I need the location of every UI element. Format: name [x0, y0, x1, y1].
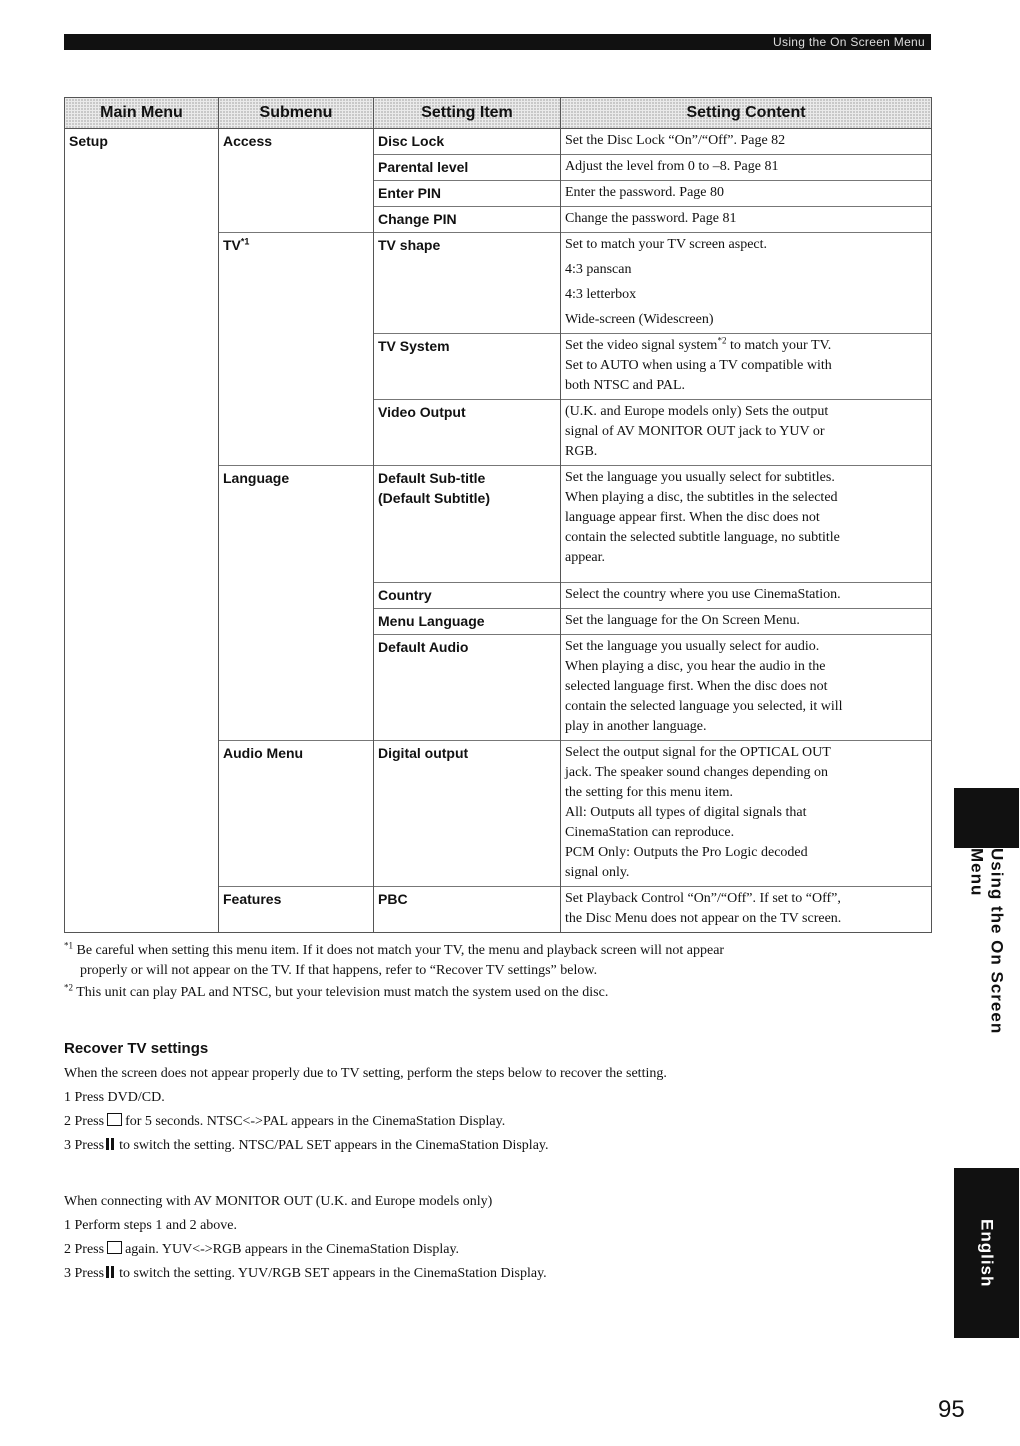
stop-button-icon — [107, 1113, 122, 1126]
content-parental-level: Adjust the level from 0 to –8. Page 81 — [561, 155, 932, 181]
item-disc-lock: Disc Lock — [374, 129, 561, 155]
item-tv-shape: TV shape — [374, 233, 561, 334]
footnote-1: $^{*1}$ Be careful when setting this menu item. If it does not match your TV, the menu and playback screen will not appear — [64, 940, 725, 958]
item-default-subtitle: Default Sub-title (Default Subtitle) — [374, 466, 561, 583]
content-tv-shape-option: Wide-screen (Widescreen) — [561, 308, 932, 334]
header-bar — [64, 34, 931, 50]
content-country: Select the country where you use CinemaStation. — [561, 583, 932, 609]
footnote-2: $^{*2}$ This unit can play PAL and NTSC, but your television must match the system used on the disc. — [64, 982, 609, 1000]
submenu-features: Features — [219, 887, 374, 933]
settings-table — [64, 97, 932, 933]
item-tv-system: TV System — [374, 334, 561, 400]
content-disc-lock: Set the Disc Lock “On”/“Off”. Page 82 — [561, 129, 932, 155]
content-pbc: Set Playback Control “On”/“Off”. If set to “Off”, the Disc Menu does not appear on the TV screen. — [561, 887, 932, 933]
item-parental-level: Parental level — [374, 155, 561, 181]
item-video-output: Video Output — [374, 400, 561, 466]
item-change-pin: Change PIN — [374, 207, 561, 233]
recover-step-1: 1 Press DVD/CD. — [64, 1090, 165, 1105]
content-video-output: (U.K. and Europe models only) Sets the output signal of AV MONITOR OUT jack to YUV or RGB. — [561, 400, 932, 466]
content-digital-output: Select the output signal for the OPTICAL OUT jack. The speaker sound changes depending on the setting for this menu item. All: Outputs all types of digital signals that CinemaStation can reproduce. PCM Only: Outputs the Pro Logic decoded signal only. — [561, 741, 932, 887]
recover-intro: When the screen does not appear properly due to TV setting, perform the steps below to recover the setting. — [64, 1066, 667, 1081]
av-monitor-section — [64, 1190, 934, 1287]
pause-button-icon — [106, 1135, 116, 1159]
av-step-3: 3 Press to switch the setting. YUV/RGB SET appears in the CinemaStation Display. — [64, 1262, 934, 1287]
submenu-tv: TV$^{*1}$ — [219, 233, 374, 466]
footnote-ref-2: *2 — [717, 335, 727, 346]
side-tab-marker — [954, 788, 1019, 848]
recover-step-3: 3 Press to switch the setting. NTSC/PAL SET appears in the CinemaStation Display. — [64, 1134, 934, 1159]
side-tab-section — [954, 848, 1019, 1088]
recover-step-2: 2 Press for 5 seconds. NTSC<->PAL appears in the CinemaStation Display. — [64, 1114, 506, 1129]
main-menu-setup: Setup — [65, 129, 219, 933]
content-tv-shape-option: 4:3 letterbox — [561, 283, 932, 308]
submenu-language: Language — [219, 466, 374, 741]
item-default-audio: Default Audio — [374, 635, 561, 741]
col-header-submenu: Submenu — [219, 98, 374, 129]
item-digital-output: Digital output — [374, 741, 561, 887]
item-enter-pin: Enter PIN — [374, 181, 561, 207]
footnote-1-cont: properly or will not appear on the TV. If that happens, refer to “Recover TV settings” below. — [80, 963, 598, 978]
side-tab-section-label: Using the On Screen Menu — [967, 848, 1007, 1035]
side-tab-language-text — [954, 1168, 1019, 1338]
col-header-main-menu: Main Menu — [65, 98, 219, 129]
content-default-subtitle: Set the language you usually select for subtitles. When playing a disc, the subtitles in the selected language appear first. When the disc does not contain the selected subtitle language, no subtitle appear. — [561, 466, 932, 583]
footnote-ref-1: *1 — [240, 236, 250, 247]
av-step-1: 1 Perform steps 1 and 2 above. — [64, 1218, 238, 1233]
recover-section — [64, 1038, 934, 1159]
submenu-access: Access — [219, 129, 374, 233]
item-pbc: PBC — [374, 887, 561, 933]
col-header-setting-item: Setting Item — [374, 98, 561, 129]
submenu-audio-menu: Audio Menu — [219, 741, 374, 887]
stop-button-icon — [107, 1241, 122, 1254]
content-tv-shape-option: 4:3 panscan — [561, 258, 932, 283]
header-title: Using the On Screen Menu — [773, 35, 925, 49]
page-number: 95 — [938, 1396, 965, 1423]
table-row — [65, 129, 932, 155]
item-country: Country — [374, 583, 561, 609]
content-change-pin: Change the password. Page 81 — [561, 207, 932, 233]
recover-title: Recover TV settings — [64, 1040, 209, 1057]
table-header-row — [65, 98, 932, 129]
pause-button-icon — [106, 1263, 116, 1287]
col-header-setting-content: Setting Content — [561, 98, 932, 129]
side-tab-language-label: English — [977, 1218, 997, 1288]
content-tv-shape: Set to match your TV screen aspect. — [561, 233, 932, 259]
item-menu-language: Menu Language — [374, 609, 561, 635]
content-enter-pin: Enter the password. Page 80 — [561, 181, 932, 207]
footnotes — [64, 941, 934, 1003]
content-tv-system: Set the video signal system$^{*2}$ to match your TV. Set to AUTO when using a TV compatible with both NTSC and PAL. — [561, 334, 932, 400]
av-step-2: 2 Press again. YUV<->RGB appears in the CinemaStation Display. — [64, 1242, 460, 1257]
av-intro: When connecting with AV MONITOR OUT (U.K. and Europe models only) — [64, 1194, 493, 1209]
content-menu-language: Set the language for the On Screen Menu. — [561, 609, 932, 635]
content-default-audio: Set the language you usually select for audio. When playing a disc, you hear the audio in the selected language first. When the disc does not contain the selected language you selected, it will play in another language. — [561, 635, 932, 741]
